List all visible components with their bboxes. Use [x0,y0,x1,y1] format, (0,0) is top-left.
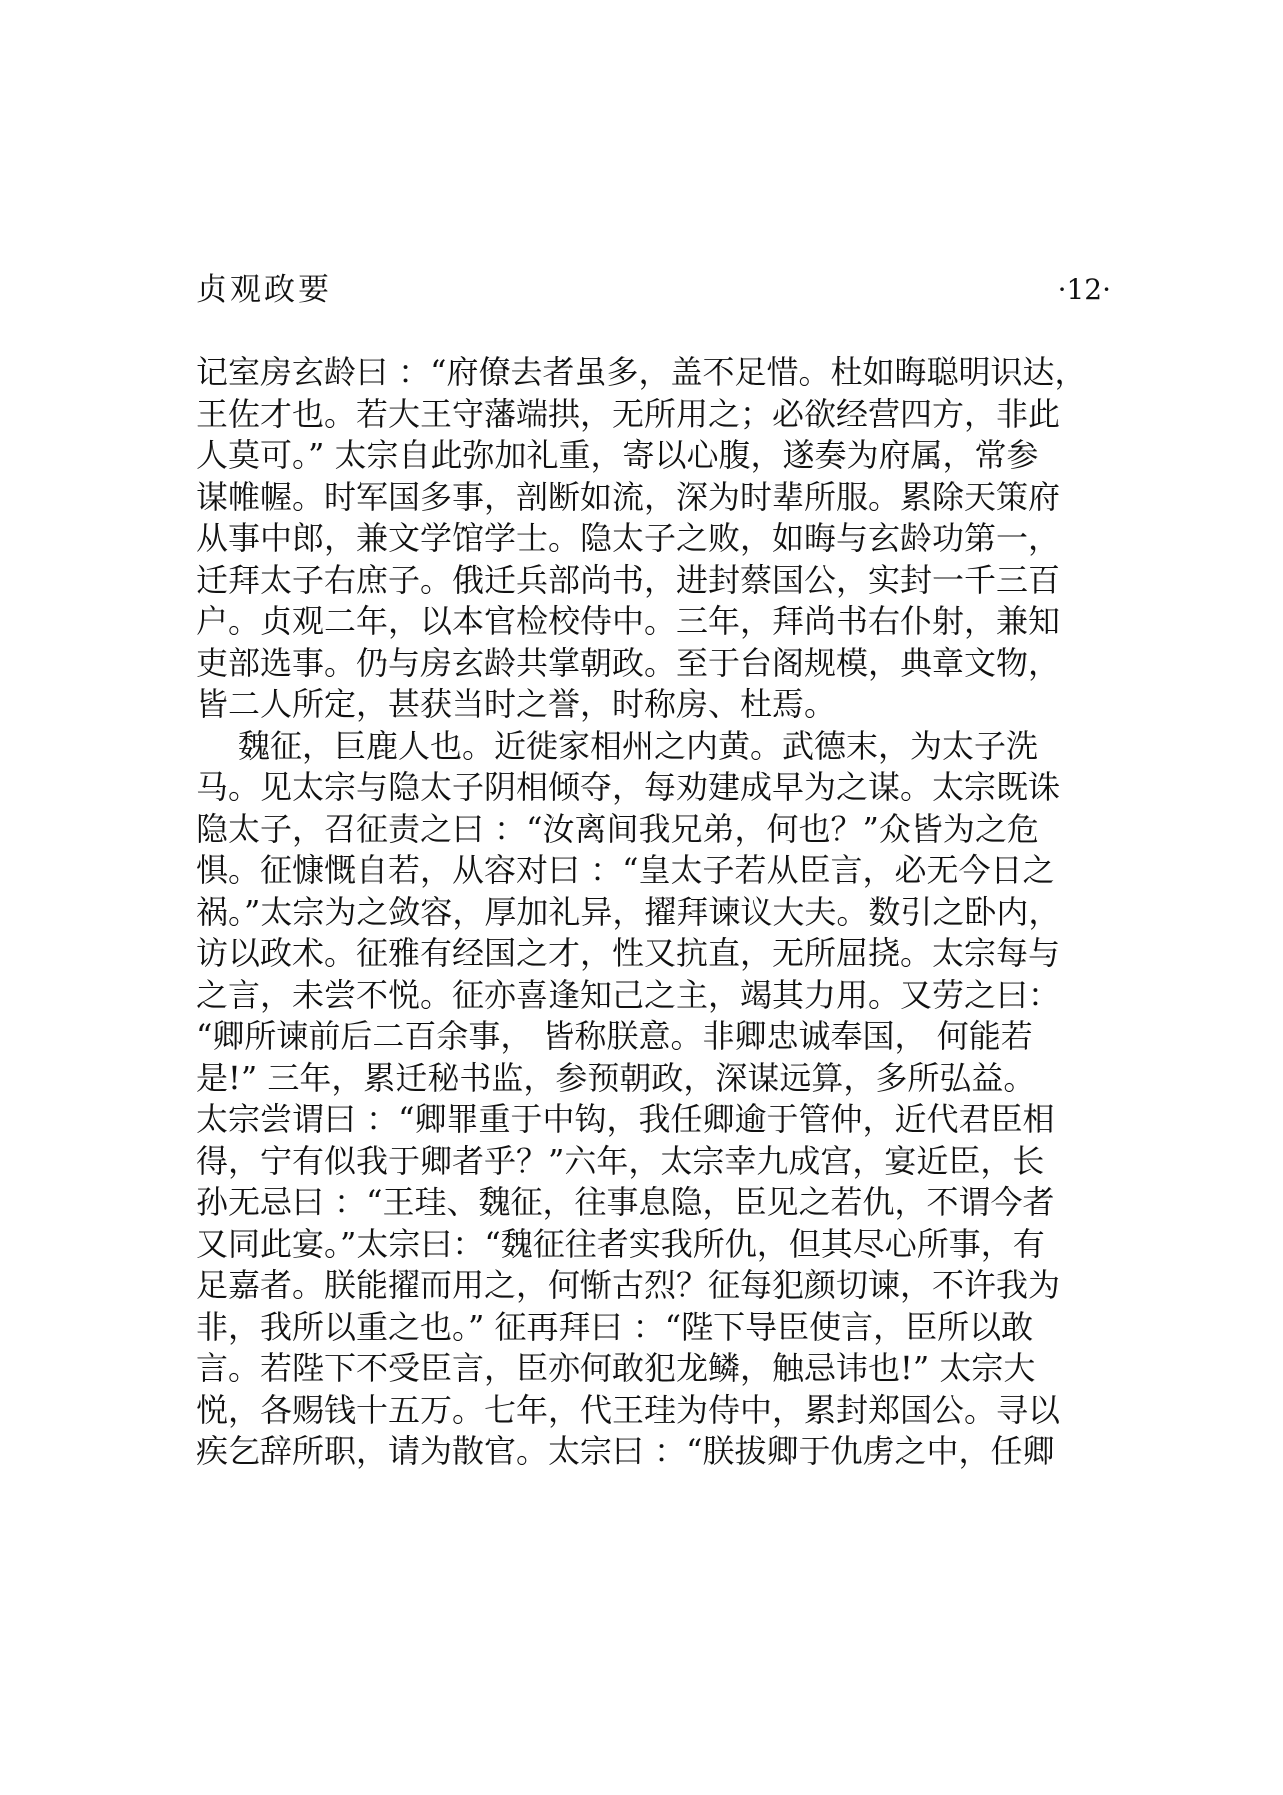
text-line: 言。若陛下不受臣言，臣亦何敢犯龙鳞，触忌讳也!” 太宗大 [196,1349,1036,1387]
text-line: 疾乞辞所职，请为散官。太宗曰 ：“朕拔卿于仇虏之中，任卿 [196,1432,1055,1470]
text-line: 记室房玄龄曰 ：“府僚去者虽多，盖不足惜。杜如晦聪明识达， [196,353,1087,391]
text-line: 又同此宴。”太宗曰：“魏征往者实我所仇，但其尽心所事，有 [196,1224,1045,1263]
text-line: 祸。”太宗为之敛容，厚加礼异，擢拜谏议大夫。数引之卧内， [196,892,1061,931]
body-text [196,352,1126,1473]
text-line: 皆二人所定，甚获当时之誉，时称房、杜焉。 [196,685,837,723]
text-line: 之言，未尝不悦。征亦喜逢知己之主，竭其力用。又劳之曰： [196,975,1061,1014]
text-line: 从事中郎，兼文学馆学士。隐太子之败，如晦与玄龄功第一， [196,519,1061,557]
text-line: 得，宁有似我于卿者乎？”六年，太宗幸九成宫，宴近臣，长 [196,1141,1045,1180]
text-line: 访以政术。征雅有经国之才，性又抗直，无所屈挠。太宗每与 [196,934,1061,972]
text-line: 人莫可。” 太宗自此弥加礼重，寄以心腹，遂奏为府属，常参 [196,436,1039,474]
text-line: 太宗尝谓曰 ：“卿罪重于中钩，我任卿逾于管仲，近代君臣相 [196,1100,1055,1138]
text-line: 非，我所以重之也。” 征再拜曰 ：“陛下导臣使言，臣所以敢 [196,1307,1034,1346]
text-line: 隐太子，召征责之曰 ：“汝离间我兄弟，何也？”众皆为之危 [196,809,1039,848]
text-line: 孙无忌曰 ：“王珪、魏征，往事息隐，臣见之若仇，不谓今者 [196,1183,1055,1221]
text-line: 是!” 三年，累迁秘书监，参预朝政，深谋远算，多所弘益。 [196,1058,1036,1097]
page-header [196,270,1111,318]
book-title: 贞观政要 [196,272,332,308]
text-line: 吏部选事。仍与房玄龄共掌朝政。至于台阁规模，典章文物， [196,643,1061,682]
text-line: 悦，各赐钱十五万。七年，代王珪为侍中，累封郑国公。寻以 [196,1390,1061,1429]
text-line: 谋帷幄。时军国多事，剖断如流，深为时辈所服。累除天策府 [196,477,1061,516]
text-line: 迁拜太子右庶子。俄迁兵部尚书，进封蔡国公，实封一千三百 [196,560,1061,599]
paragraph-first-line: 魏征，巨鹿人也。近徙家相州之内黄。武德末，为太子洗 [238,726,1039,765]
text-line: 马。见太宗与隐太子阴相倾夺，每劝建成早为之谋。太宗既诛 [196,768,1061,806]
text-line: 足嘉者。朕能擢而用之，何惭古烈？征每犯颜切谏，不许我为 [196,1266,1061,1304]
page-number: ·12· [1057,273,1111,306]
text-line: 惧。征慷慨自若，从容对曰 ：“皇太子若从臣言，必无今日之 [196,851,1055,889]
text-line: 王佐才也。若大王守藩端拱，无所用之；必欲经营四方，非此 [196,394,1061,433]
text-line: 户。贞观二年，以本官检校侍中。三年，拜尚书右仆射，兼知 [196,602,1061,640]
text-line: “卿所谏前后二百余事， 皆称朕意。非卿忠诚奉国， 何能若 [196,1017,1033,1055]
